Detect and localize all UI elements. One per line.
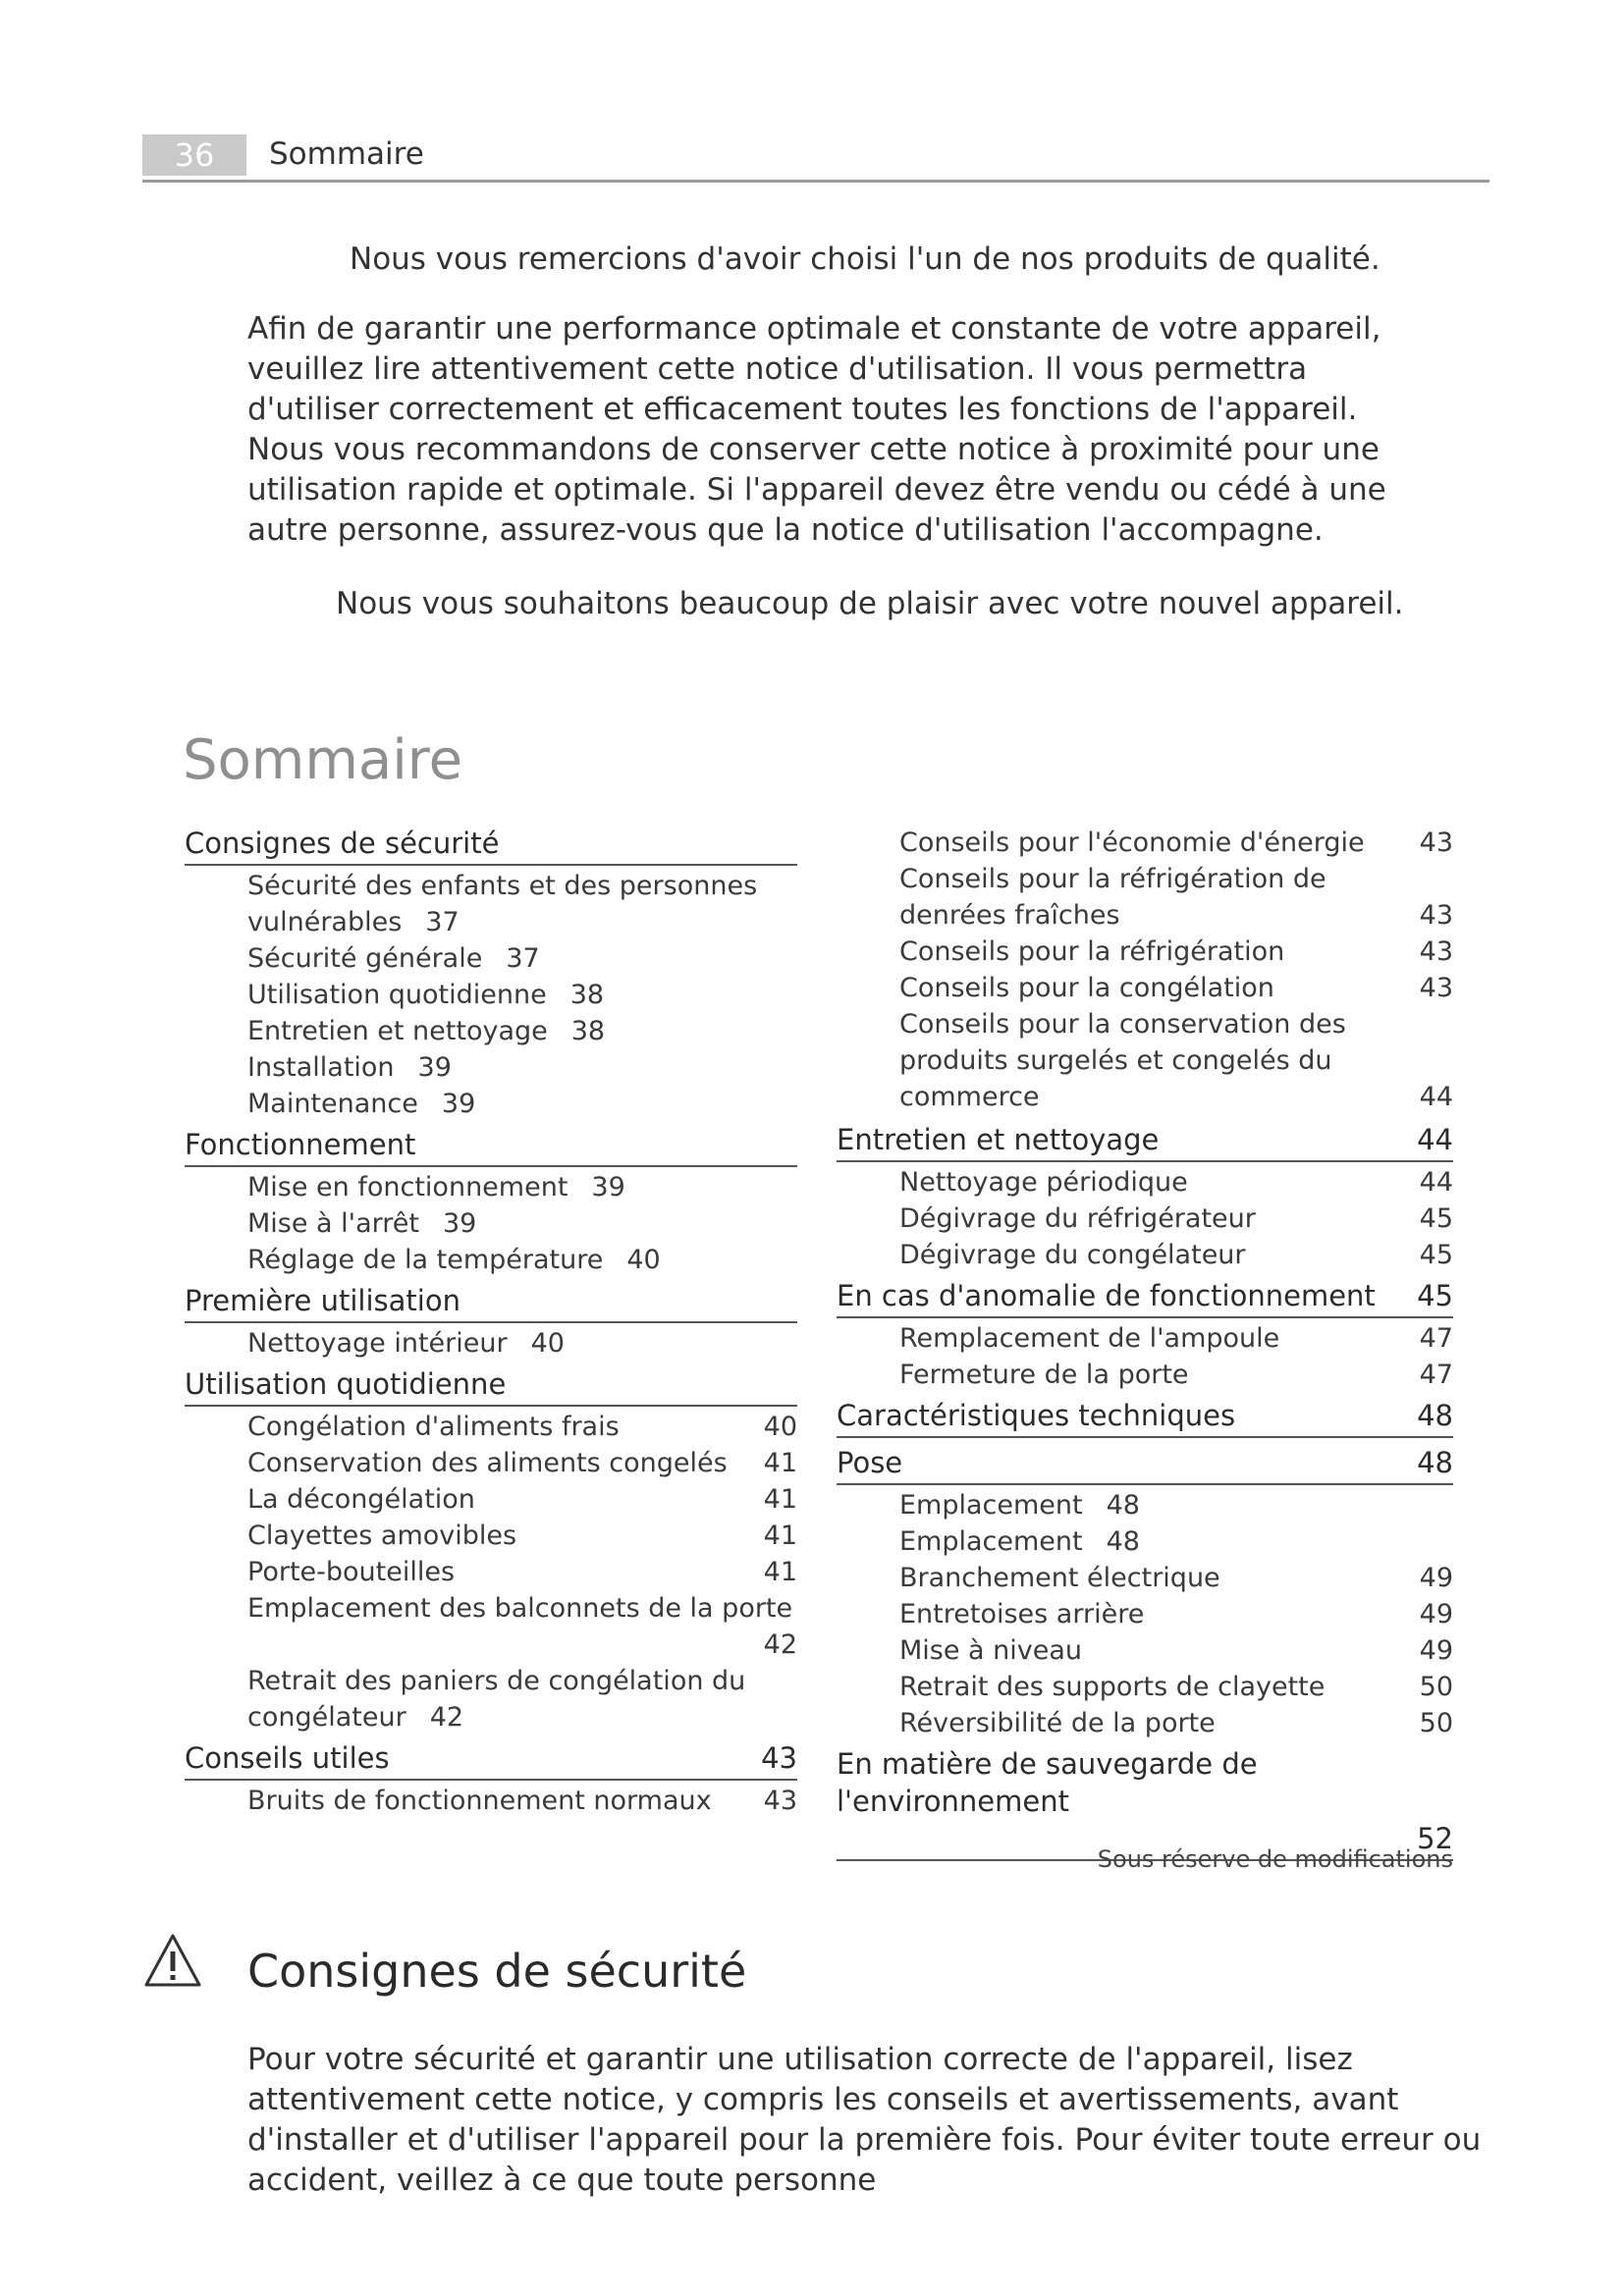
toc-section[interactable]: Pose 48 (837, 1444, 1453, 1485)
toc-item[interactable]: Congélation d'aliments frais 40 (247, 1412, 797, 1442)
toc-section[interactable]: En matière de sauvegarde de l'environnement 52 (837, 1745, 1453, 1861)
toc-item[interactable]: Sécurité générale 37 (247, 943, 540, 974)
toc-item[interactable]: Retrait des paniers de congélation du congélateur 42 (247, 1666, 746, 1733)
toc-item[interactable]: Conservation des aliments congelés 41 (247, 1448, 797, 1478)
intro-thanks: Nous vous remercions d'avoir choisi l'un de nos produits de qualité. (350, 241, 1380, 277)
toc-section[interactable]: Première utilisation (185, 1282, 797, 1323)
toc-item[interactable]: Conseils pour l'économie d'énergie 43 (899, 828, 1453, 858)
toc-title: Sommaire (183, 728, 463, 792)
toc-item[interactable]: Conseils pour la conservation des produits surgelés et congelés du commerce 44 (899, 1009, 1453, 1112)
toc-item[interactable]: Nettoyage intérieur 40 (247, 1328, 565, 1359)
toc-item[interactable]: Emplacement 48 (899, 1490, 1140, 1521)
toc-item[interactable]: Réversibilité de la porte 50 (899, 1708, 1453, 1738)
toc-item[interactable]: Entretoises arrière 49 (899, 1599, 1453, 1629)
toc-item[interactable]: Utilisation quotidienne 38 (247, 980, 605, 1010)
toc-left-column (185, 825, 797, 1819)
toc-section[interactable]: En cas d'anomalie de fonctionnement 45 (837, 1277, 1453, 1318)
safety-paragraph: Pour votre sécurité et garantir une utilisation correcte de l'appareil, lisez attentivement cette notice, y compris les conseils et avertissements, avant d'installer et d'utiliser l'appareil pour la première fois. Pour éviter toute erreur ou accident, veillez à ce que toute personne (247, 2042, 1482, 2198)
toc-item[interactable]: Mise à l'arrêt 39 (247, 1208, 477, 1239)
toc-item[interactable]: Bruits de fonctionnement normaux 43 (247, 1786, 797, 1816)
toc-item[interactable]: Installation 39 (247, 1052, 452, 1083)
intro-closing: Nous vous souhaitons beaucoup de plaisir avec votre nouvel appareil. (336, 586, 1404, 621)
safety-title: Consignes de sécurité (247, 1945, 747, 1998)
toc-section[interactable]: Conseils utiles 43 (185, 1739, 797, 1781)
toc-right-column (837, 825, 1453, 1863)
toc-item[interactable]: Emplacement 48 (899, 1526, 1140, 1557)
toc-item[interactable]: Remplacement de l'ampoule 47 (899, 1323, 1453, 1354)
toc-item[interactable]: Dégivrage du congélateur 45 (899, 1240, 1453, 1270)
toc-item[interactable]: La décongélation 41 (247, 1484, 797, 1515)
toc-item[interactable]: Conseils pour la réfrigération 43 (899, 936, 1453, 967)
toc-item[interactable]: Porte-bouteilles 41 (247, 1557, 797, 1587)
toc-item[interactable]: Emplacement des balconnets de la porte 42 (247, 1593, 797, 1660)
toc-item[interactable]: Retrait des supports de clayette 50 (899, 1672, 1453, 1702)
toc-item[interactable]: Fermeture de la porte 47 (899, 1360, 1453, 1390)
toc-section[interactable]: Fonctionnement (185, 1126, 797, 1167)
toc-item[interactable]: Entretien et nettoyage 38 (247, 1016, 606, 1046)
running-header-title: Sommaire (269, 136, 424, 172)
header-rule (142, 180, 1489, 183)
page-number: 36 (142, 134, 246, 176)
toc-section[interactable]: Consignes de sécurité (185, 825, 797, 866)
toc-item[interactable]: Branchement électrique 49 (899, 1563, 1453, 1593)
toc-item[interactable]: Dégivrage du réfrigérateur 45 (899, 1203, 1453, 1234)
toc-section[interactable]: Entretien et nettoyage 44 (837, 1121, 1453, 1162)
toc-section[interactable]: Caractéristiques techniques 48 (837, 1397, 1453, 1438)
toc-item[interactable]: Conseils pour la réfrigération de denrées fraîches 43 (899, 864, 1453, 931)
toc-item[interactable]: Conseils pour la congélation 43 (899, 973, 1453, 1003)
toc-item[interactable]: Maintenance 39 (247, 1089, 476, 1119)
intro-paragraph: Afin de garantir une performance optimale et constante de votre appareil, veuillez lire attentivement cette notice d'utilisation. Il vous permettra d'utiliser correctement et efficacement toutes les fonctions de l'appareil. Nous vous recommandons de conserver cette notice à proximité pour une utilisation rapide et optimale. Si l'appareil devez être vendu ou cédé à une autre personne, assurez-vous que la notice d'utilisation l'accompagne. (247, 311, 1386, 548)
toc-item[interactable]: Clayettes amovibles 41 (247, 1521, 797, 1551)
warning-triangle-icon (142, 1932, 203, 1989)
toc-item[interactable]: Nettoyage périodique 44 (899, 1167, 1453, 1198)
toc-section[interactable]: Utilisation quotidienne (185, 1365, 797, 1407)
toc-item[interactable]: Mise en fonctionnement 39 (247, 1172, 625, 1202)
footer-note: Sous réserve de modifications (1097, 1845, 1453, 1873)
toc-item[interactable]: Réglage de la température 40 (247, 1245, 661, 1275)
toc-item[interactable]: Mise à niveau 49 (899, 1635, 1453, 1666)
toc-item[interactable]: Sécurité des enfants et des personnes vulnérables 37 (247, 871, 758, 937)
